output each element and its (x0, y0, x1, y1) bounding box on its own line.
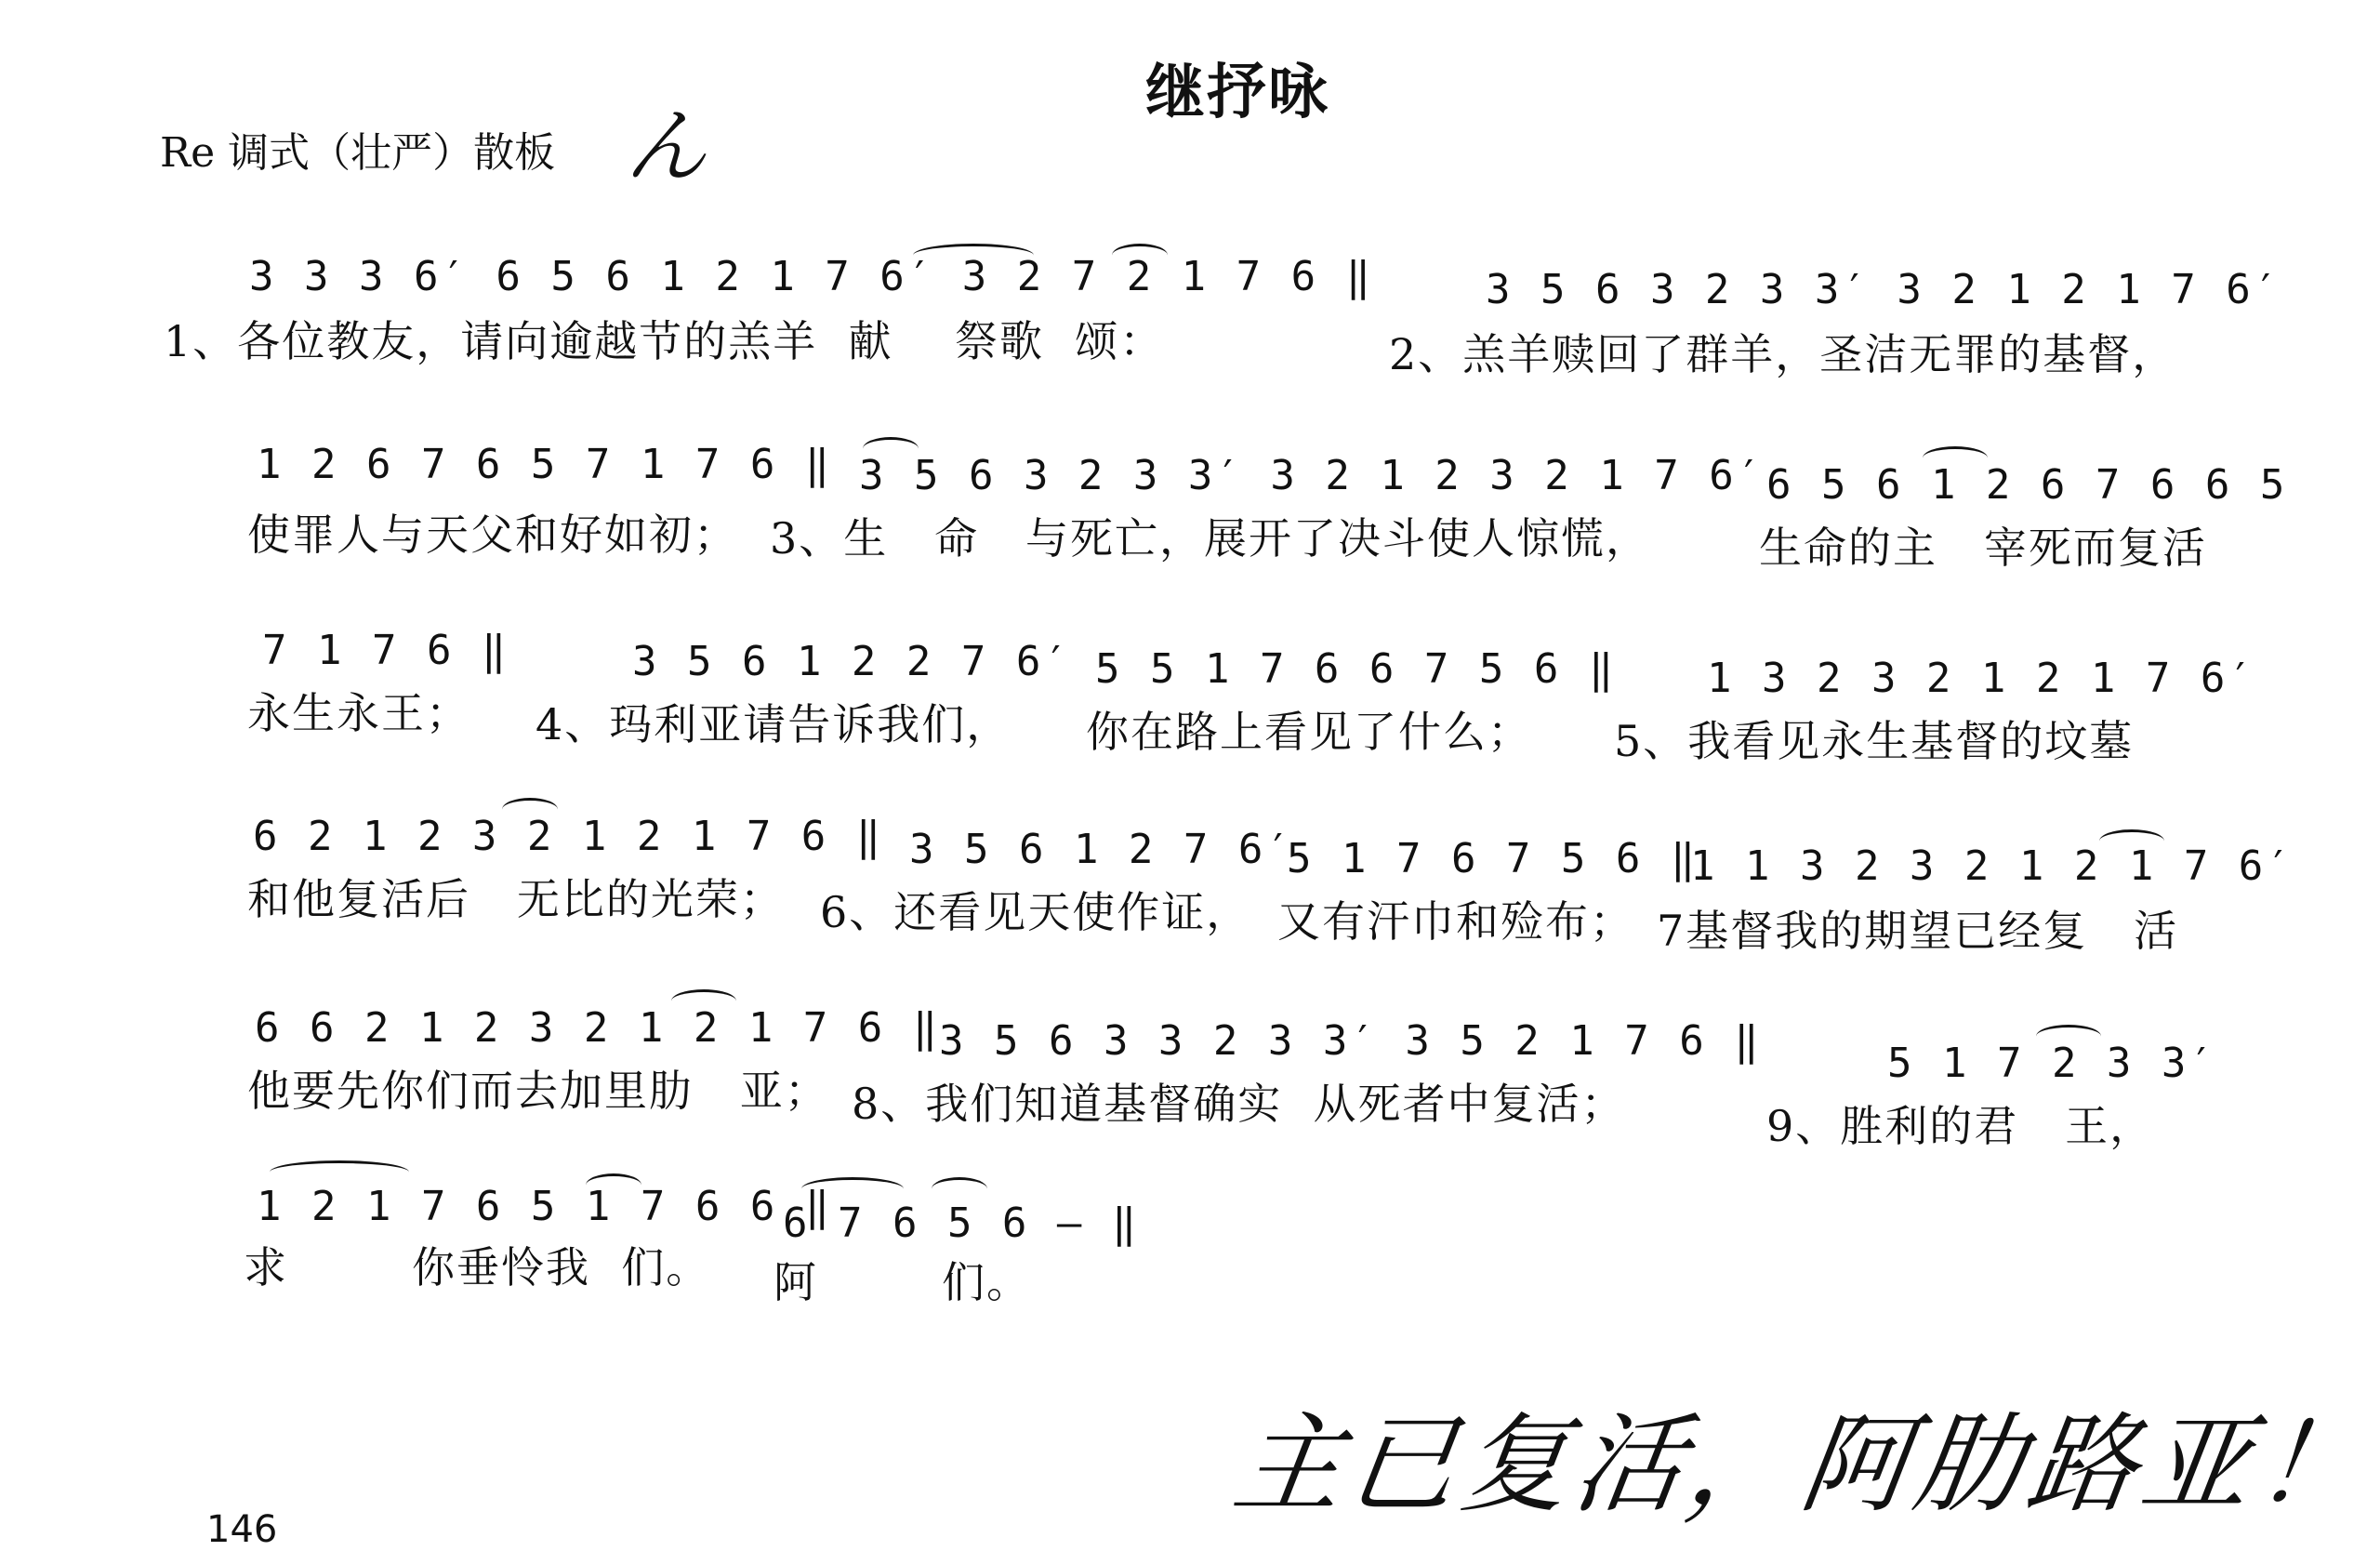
lyric-line-3-group-1: 永生永王； (247, 688, 470, 738)
mode-text: Re 调式（壮严）散板 (160, 129, 556, 177)
notation-line-5-group-2: 3 5 6 3 3 2 3 3′ 3 5 2 1 7 6 ‖ (939, 1017, 1762, 1065)
slogan: 主已复活，阿肋路亚！ (1226, 1402, 2379, 1528)
lyric-line-3-group-4: 5、我看见永生基督的坟墓 (1614, 716, 2135, 766)
lyric-line-3-group-2: 4、玛利亚请告诉我们， (536, 699, 1012, 749)
notation-line-3-group-1: 7 1 7 6 ‖ (262, 627, 509, 674)
slur (1112, 244, 1168, 267)
notation-line-3-group-3: 5 5 1 7 6 6 7 5 6 ‖ (1095, 645, 1617, 693)
mode-heading (160, 99, 707, 194)
lyric-line-4-group-2: 6、还看见天使作证， (820, 887, 1251, 937)
notation-line-3-group-2: 3 5 6 1 2 2 7 6′ (632, 638, 1071, 685)
lyric-line-3-group-3: 你在路上看见了什么； (1086, 707, 1532, 757)
slur (913, 244, 1034, 267)
slur (932, 1177, 987, 1200)
slur (502, 798, 558, 821)
lyric-line-4-group-4: 7基督我的期望已经复 活 (1657, 906, 2179, 956)
lyric-line-4-group-1: 和他复活后 无比的光荣； (247, 874, 785, 924)
lyric-line-1-group-2: 2、羔羊赎回了群羊，圣洁无罪的基督， (1389, 329, 2177, 379)
notation-line-5-group-3: 5 1 7 2 3 3′ (1887, 1040, 2216, 1087)
tempo-mark: ん (625, 99, 707, 194)
slur (1923, 446, 1988, 470)
lyric-line-2-group-3: 生命的主 宰死而复活 (1759, 523, 2207, 573)
slur (671, 989, 736, 1013)
lyric-line-4-group-3: 又有汗巾和殓布； (1277, 896, 1634, 947)
notation-line-4-group-1: 6 2 1 2 3 2 1 2 1 7 6 ‖ (253, 813, 884, 860)
lyric-line-1-group-1: 1、各位教友，请向逾越节的羔羊 献 祭歌 颂： (164, 316, 1165, 366)
notation-line-5-group-1: 6 6 2 1 2 3 2 1 2 1 7 6 ‖ (255, 1004, 941, 1052)
notation-line-4-group-4: 1 1 3 2 3 2 1 2 1 7 6′ (1690, 842, 2294, 890)
notation-line-2-group-2: 3 5 6 3 2 3 3′ 3 2 1 2 3 2 1 7 6′ (859, 452, 1765, 499)
notation-line-1-group-2: 3 5 6 3 2 3 3′ 3 2 1 2 1 7 6′ (1486, 266, 2281, 313)
lyric-line-6-group-2: 阿 们。 (774, 1257, 1031, 1307)
slur (863, 437, 919, 460)
slur (801, 1177, 904, 1200)
notation-line-2-group-1: 1 2 6 7 6 5 7 1 7 6 ‖ (257, 441, 833, 488)
slur (2099, 829, 2164, 853)
notation-line-3-group-4: 1 3 2 3 2 1 2 1 7 6′ (1707, 655, 2255, 702)
notation-line-4-group-2: 3 5 6 1 2 7 6′ (909, 826, 1293, 873)
lyric-line-5-group-1: 他要先你们而去加里肋 亚； (247, 1066, 829, 1116)
notation-line-6-group-2: 6 7 6 5 6 — ‖ (783, 1200, 1140, 1247)
notation-line-4-group-3: 5 1 7 6 7 5 6 ‖ (1287, 835, 1699, 882)
notation-line-1-group-1: 3 3 3 6′ 6 5 6 1 2 1 7 6′ 3 2 7 2 1 7 6 ‖ (249, 253, 1374, 300)
score-title: 继抒咏 (1145, 59, 1329, 127)
lyric-line-6-group-1: 求 你垂怜我 们。 (244, 1242, 711, 1292)
page-number: 146 (206, 1508, 278, 1551)
slur (270, 1160, 409, 1184)
lyric-line-5-group-3: 9、胜利的君 王， (1766, 1101, 2155, 1151)
lyric-line-5-group-2: 8、我们知道基督确实 从死者中复活； (852, 1079, 1626, 1129)
lyric-line-2-group-1: 使罪人与天父和好如初； (247, 510, 738, 560)
lyric-line-2-group-2: 3、生 命 与死亡，展开了决斗使人惊慌， (770, 513, 1650, 563)
slur (586, 1173, 641, 1197)
notation-line-6-group-1: 1 2 1 7 6 5 1 7 6 6 ‖ (257, 1183, 833, 1230)
notation-line-2-group-3: 6 5 6 1 2 6 7 6 6 5 (1766, 461, 2288, 509)
slur (2036, 1025, 2101, 1048)
